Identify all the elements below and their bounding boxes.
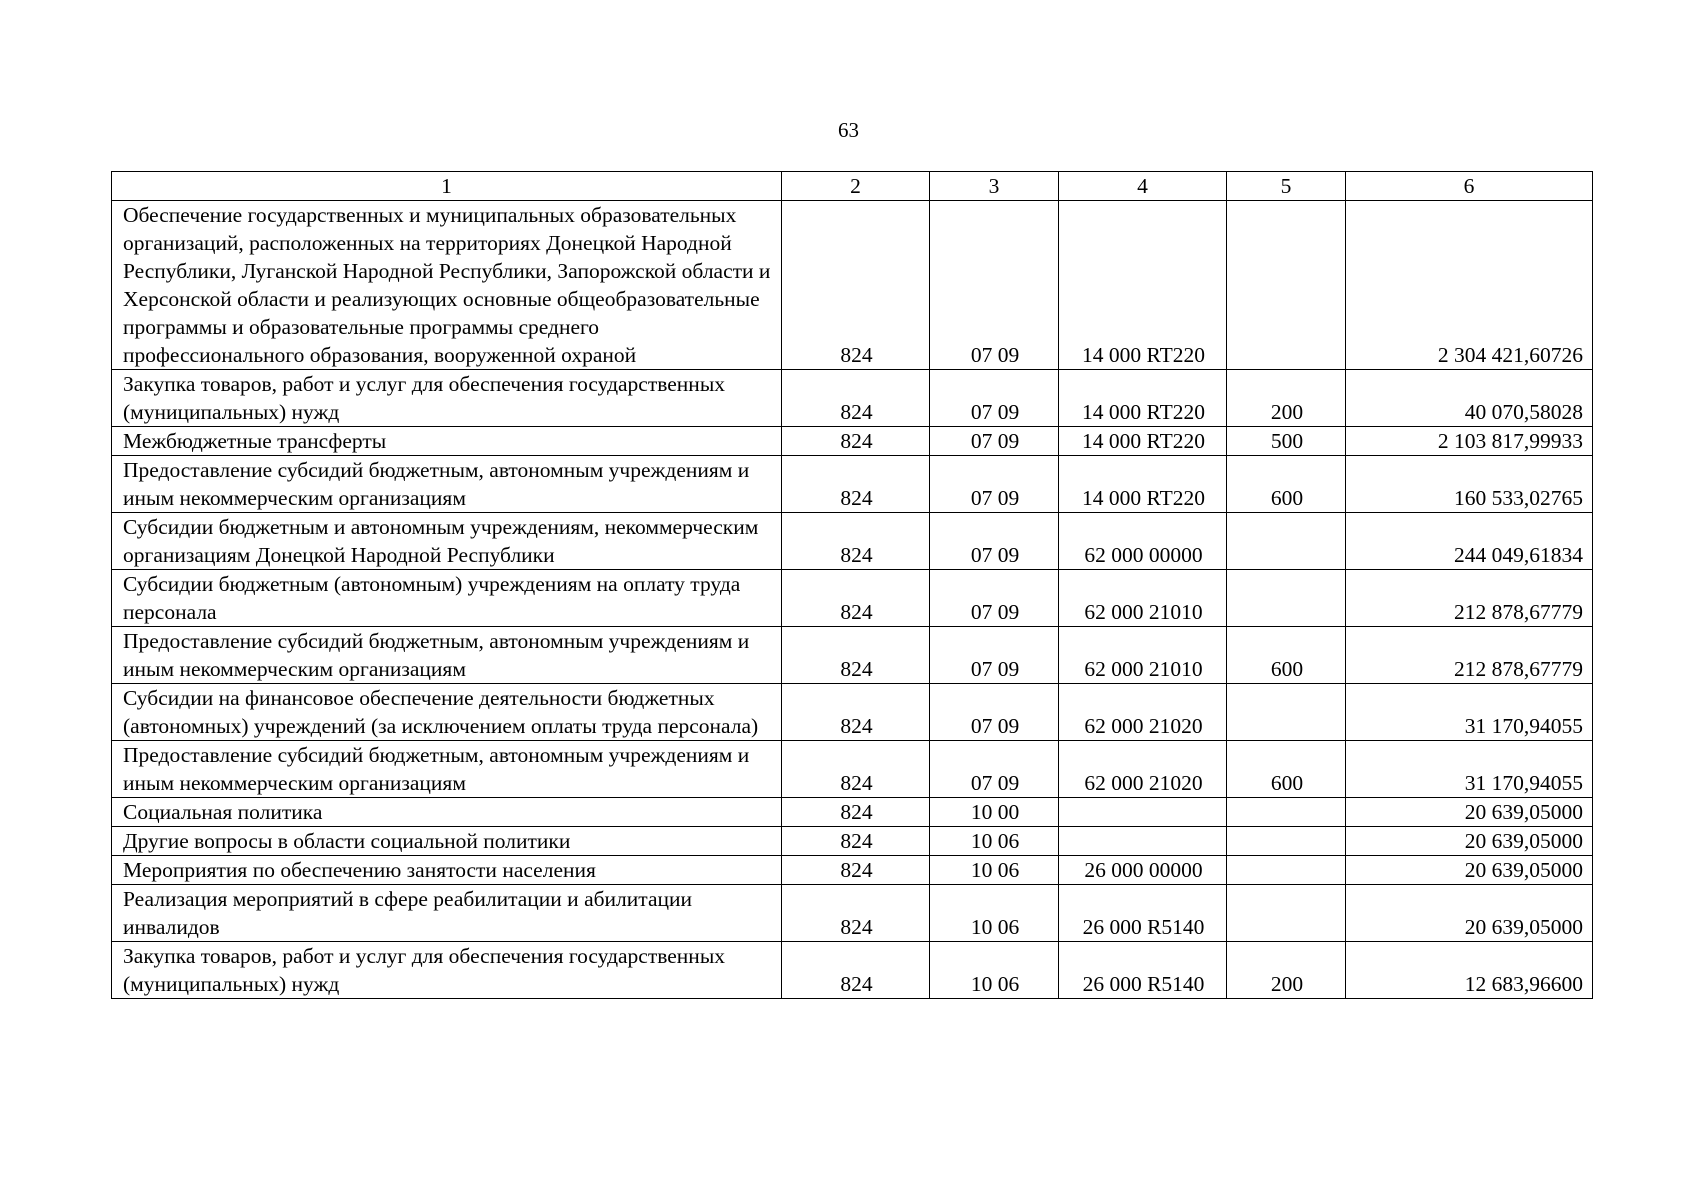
row-code-cell: 824 bbox=[782, 798, 930, 827]
row-code-cell: 824 bbox=[782, 684, 930, 741]
row-amount-cell: 20 639,05000 bbox=[1346, 798, 1593, 827]
row-target-cell: 26 000 R5140 bbox=[1059, 942, 1227, 999]
row-section-cell: 07 09 bbox=[930, 513, 1059, 570]
table-row bbox=[112, 885, 1593, 942]
budget-table bbox=[111, 171, 1593, 999]
table-row bbox=[112, 684, 1593, 741]
row-name-cell: Субсидии бюджетным и автономным учреждениям, некоммерческим организациям Донецкой Народной Республики bbox=[112, 513, 782, 570]
row-type-cell bbox=[1227, 856, 1346, 885]
row-code-cell: 824 bbox=[782, 570, 930, 627]
row-target-cell: 14 000 RT220 bbox=[1059, 370, 1227, 427]
row-code-cell: 824 bbox=[782, 827, 930, 856]
row-type-cell: 600 bbox=[1227, 456, 1346, 513]
row-section-cell: 07 09 bbox=[930, 427, 1059, 456]
row-name-cell: Обеспечение государственных и муниципальных образовательных организаций, расположенных на территориях Донецкой Народной Республики, Луганской Народной Республики, Запорожской области и Херсонской области и реализующих основные общеобразовательные программы и образовательные программы среднего профессионального образования, вооруженной охраной bbox=[112, 201, 782, 370]
row-amount-cell: 40 070,58028 bbox=[1346, 370, 1593, 427]
row-name-cell: Предоставление субсидий бюджетным, автономным учреждениям и иным некоммерческим организациям bbox=[112, 627, 782, 684]
table-row bbox=[112, 827, 1593, 856]
row-type-cell: 200 bbox=[1227, 370, 1346, 427]
row-target-cell: 26 000 R5140 bbox=[1059, 885, 1227, 942]
table-body bbox=[112, 201, 1593, 999]
header-cell-1: 1 bbox=[112, 172, 782, 201]
row-section-cell: 07 09 bbox=[930, 370, 1059, 427]
row-name-cell: Социальная политика bbox=[112, 798, 782, 827]
row-target-cell bbox=[1059, 827, 1227, 856]
row-name-cell: Субсидии на финансовое обеспечение деятельности бюджетных (автономных) учреждений (за исключением оплаты труда персонала) bbox=[112, 684, 782, 741]
row-amount-cell: 20 639,05000 bbox=[1346, 856, 1593, 885]
row-name-cell: Реализация мероприятий в сфере реабилитации и абилитации инвалидов bbox=[112, 885, 782, 942]
row-type-cell bbox=[1227, 885, 1346, 942]
row-amount-cell: 31 170,94055 bbox=[1346, 684, 1593, 741]
row-target-cell: 14 000 RT220 bbox=[1059, 456, 1227, 513]
table-row bbox=[112, 513, 1593, 570]
row-type-cell bbox=[1227, 827, 1346, 856]
row-code-cell: 824 bbox=[782, 427, 930, 456]
row-code-cell: 824 bbox=[782, 456, 930, 513]
row-section-cell: 07 09 bbox=[930, 684, 1059, 741]
row-section-cell: 07 09 bbox=[930, 627, 1059, 684]
row-code-cell: 824 bbox=[782, 513, 930, 570]
row-code-cell: 824 bbox=[782, 741, 930, 798]
row-type-cell bbox=[1227, 513, 1346, 570]
row-name-cell: Закупка товаров, работ и услуг для обеспечения государственных (муниципальных) нужд bbox=[112, 370, 782, 427]
row-target-cell: 14 000 RT220 bbox=[1059, 201, 1227, 370]
row-amount-cell: 20 639,05000 bbox=[1346, 827, 1593, 856]
row-section-cell: 07 09 bbox=[930, 570, 1059, 627]
table-header bbox=[112, 172, 1593, 201]
table-row bbox=[112, 627, 1593, 684]
row-code-cell: 824 bbox=[782, 370, 930, 427]
row-amount-cell: 212 878,67779 bbox=[1346, 627, 1593, 684]
row-amount-cell: 2 304 421,60726 bbox=[1346, 201, 1593, 370]
row-section-cell: 10 06 bbox=[930, 827, 1059, 856]
row-code-cell: 824 bbox=[782, 885, 930, 942]
table-row bbox=[112, 370, 1593, 427]
table-row bbox=[112, 741, 1593, 798]
row-target-cell bbox=[1059, 798, 1227, 827]
row-section-cell: 07 09 bbox=[930, 741, 1059, 798]
row-target-cell: 62 000 21020 bbox=[1059, 741, 1227, 798]
row-name-cell: Другие вопросы в области социальной политики bbox=[112, 827, 782, 856]
table-row bbox=[112, 427, 1593, 456]
row-amount-cell: 212 878,67779 bbox=[1346, 570, 1593, 627]
row-type-cell: 600 bbox=[1227, 627, 1346, 684]
row-target-cell: 26 000 00000 bbox=[1059, 856, 1227, 885]
row-target-cell: 62 000 21010 bbox=[1059, 570, 1227, 627]
row-code-cell: 824 bbox=[782, 942, 930, 999]
row-code-cell: 824 bbox=[782, 201, 930, 370]
header-cell-6: 6 bbox=[1346, 172, 1593, 201]
row-amount-cell: 20 639,05000 bbox=[1346, 885, 1593, 942]
header-cell-4: 4 bbox=[1059, 172, 1227, 201]
row-code-cell: 824 bbox=[782, 856, 930, 885]
row-section-cell: 10 06 bbox=[930, 856, 1059, 885]
row-section-cell: 10 06 bbox=[930, 942, 1059, 999]
row-name-cell: Мероприятия по обеспечению занятости населения bbox=[112, 856, 782, 885]
row-section-cell: 07 09 bbox=[930, 201, 1059, 370]
row-target-cell: 14 000 RT220 bbox=[1059, 427, 1227, 456]
table-row bbox=[112, 570, 1593, 627]
header-cell-2: 2 bbox=[782, 172, 930, 201]
row-name-cell: Предоставление субсидий бюджетным, автономным учреждениям и иным некоммерческим организациям bbox=[112, 741, 782, 798]
row-name-cell: Предоставление субсидий бюджетным, автономным учреждениям и иным некоммерческим организациям bbox=[112, 456, 782, 513]
table-row bbox=[112, 798, 1593, 827]
table-row bbox=[112, 942, 1593, 999]
row-section-cell: 07 09 bbox=[930, 456, 1059, 513]
row-amount-cell: 12 683,96600 bbox=[1346, 942, 1593, 999]
row-amount-cell: 160 533,02765 bbox=[1346, 456, 1593, 513]
row-target-cell: 62 000 21010 bbox=[1059, 627, 1227, 684]
row-code-cell: 824 bbox=[782, 627, 930, 684]
row-type-cell bbox=[1227, 798, 1346, 827]
row-name-cell: Субсидии бюджетным (автономным) учреждениям на оплату труда персонала bbox=[112, 570, 782, 627]
header-cell-3: 3 bbox=[930, 172, 1059, 201]
row-target-cell: 62 000 00000 bbox=[1059, 513, 1227, 570]
row-type-cell: 500 bbox=[1227, 427, 1346, 456]
table-row bbox=[112, 456, 1593, 513]
header-row bbox=[112, 172, 1593, 201]
row-target-cell: 62 000 21020 bbox=[1059, 684, 1227, 741]
row-type-cell: 600 bbox=[1227, 741, 1346, 798]
row-section-cell: 10 06 bbox=[930, 885, 1059, 942]
row-amount-cell: 31 170,94055 bbox=[1346, 741, 1593, 798]
row-amount-cell: 244 049,61834 bbox=[1346, 513, 1593, 570]
header-cell-5: 5 bbox=[1227, 172, 1346, 201]
table-row bbox=[112, 856, 1593, 885]
row-name-cell: Межбюджетные трансферты bbox=[112, 427, 782, 456]
row-type-cell bbox=[1227, 684, 1346, 741]
page-number: 63 bbox=[838, 118, 859, 142]
row-section-cell: 10 00 bbox=[930, 798, 1059, 827]
row-type-cell: 200 bbox=[1227, 942, 1346, 999]
table-row bbox=[112, 201, 1593, 370]
row-type-cell bbox=[1227, 570, 1346, 627]
row-type-cell bbox=[1227, 201, 1346, 370]
row-amount-cell: 2 103 817,99933 bbox=[1346, 427, 1593, 456]
row-name-cell: Закупка товаров, работ и услуг для обеспечения государственных (муниципальных) нужд bbox=[112, 942, 782, 999]
